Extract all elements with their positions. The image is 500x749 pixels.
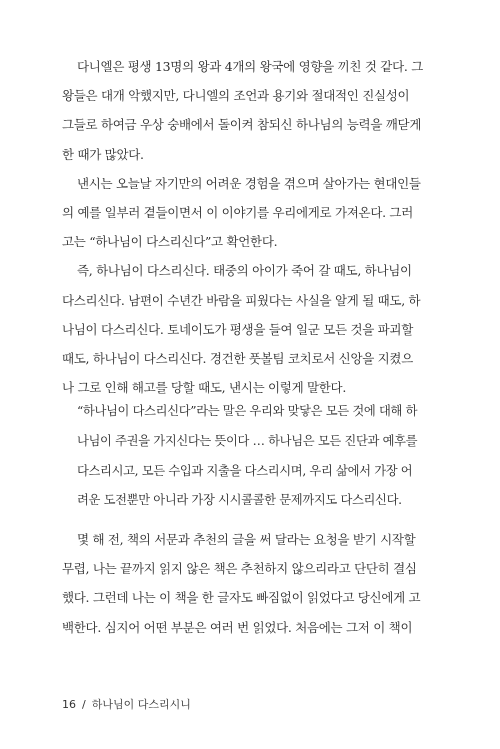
quote-line: “하나님이 다스리신다”라는 말은 우리와 맞닿은 모든 것에 대해 하 — [77, 404, 418, 418]
page-number: 16 — [62, 698, 76, 711]
quote-line: 나님이 주권을 가지신다는 뜻이다 … 하나님은 모든 진단과 예후를 — [77, 433, 418, 448]
text-line: 다니엘은 평생 13명의 왕과 4개의 왕국에 영향을 끼친 것 같다. 그 — [77, 59, 423, 74]
paragraph-1 — [62, 52, 438, 169]
paragraph-2 — [62, 169, 438, 257]
block-quote — [77, 397, 429, 516]
paragraph-3 — [62, 256, 438, 402]
main-text — [62, 52, 438, 402]
text-line: 때도, 하나님이 다스리신다. 경건한 풋볼팀 코치로서 신앙을 지켰으 — [62, 350, 413, 366]
text-line: 무렵, 나는 끝까지 읽지 않은 책은 추천하지 않으리라고 단단히 결심 — [62, 561, 417, 577]
text-line: 다스리신다. 남편이 수년간 바람을 피웠다는 사실을 알게 될 때도, 하 — [62, 292, 421, 308]
page-footer — [62, 696, 197, 712]
quote-line: 려운 도전뿐만 아니라 가장 시시콜콜한 문제까지도 다스리신다. — [77, 493, 402, 508]
text-line: 나 그로 인해 해고를 당할 때도, 낸시는 이렇게 말한다. — [62, 380, 347, 396]
text-line: 했다. 그런데 나는 이 책을 한 글자도 빠짐없이 읽었다고 당신에게 고 — [62, 590, 421, 606]
text-line: 몇 해 전, 책의 서문과 추천의 글을 써 달라는 요청을 받기 시작할 — [77, 532, 416, 547]
text-line: 그들로 하여금 우상 숭배에서 돌이켜 참되신 하나님의 능력을 깨닫게 — [62, 117, 422, 133]
text-line: 낸시는 오늘날 자기만의 어려운 경험을 겪으며 살아가는 현대인들 — [77, 175, 421, 191]
text-line: 나님이 다스리신다. 토네이도가 평생을 들여 일군 모든 것을 파괴할 — [62, 321, 413, 337]
running-title: 하나님이 다스리시니 — [91, 698, 191, 711]
footer-separator: / — [82, 698, 86, 711]
text-line: 백한다. 심지어 어떤 부분은 여러 번 읽었다. 처음에는 그저 이 책이 — [62, 619, 413, 635]
text-line: 한 때가 많았다. — [62, 146, 144, 162]
paragraph-4 — [62, 525, 438, 642]
text-line: 즉, 하나님이 다스리신다. 태중의 아이가 죽어 갈 때도, 하나님이 — [77, 263, 412, 279]
text-line: 의 예를 일부러 곁들이면서 이 이야기를 우리에게로 가져온다. 그러 — [62, 204, 413, 220]
quote-line: 다스리시고, 모든 수입과 지출을 다스리시며, 우리 삶에서 가장 어 — [77, 463, 413, 478]
text-line: 고는 “하나님이 다스리신다”고 확언한다. — [62, 234, 278, 250]
text-line: 왕들은 대개 악했지만, 다니엘의 조언과 용기와 절대적인 진실성이 — [62, 88, 410, 104]
